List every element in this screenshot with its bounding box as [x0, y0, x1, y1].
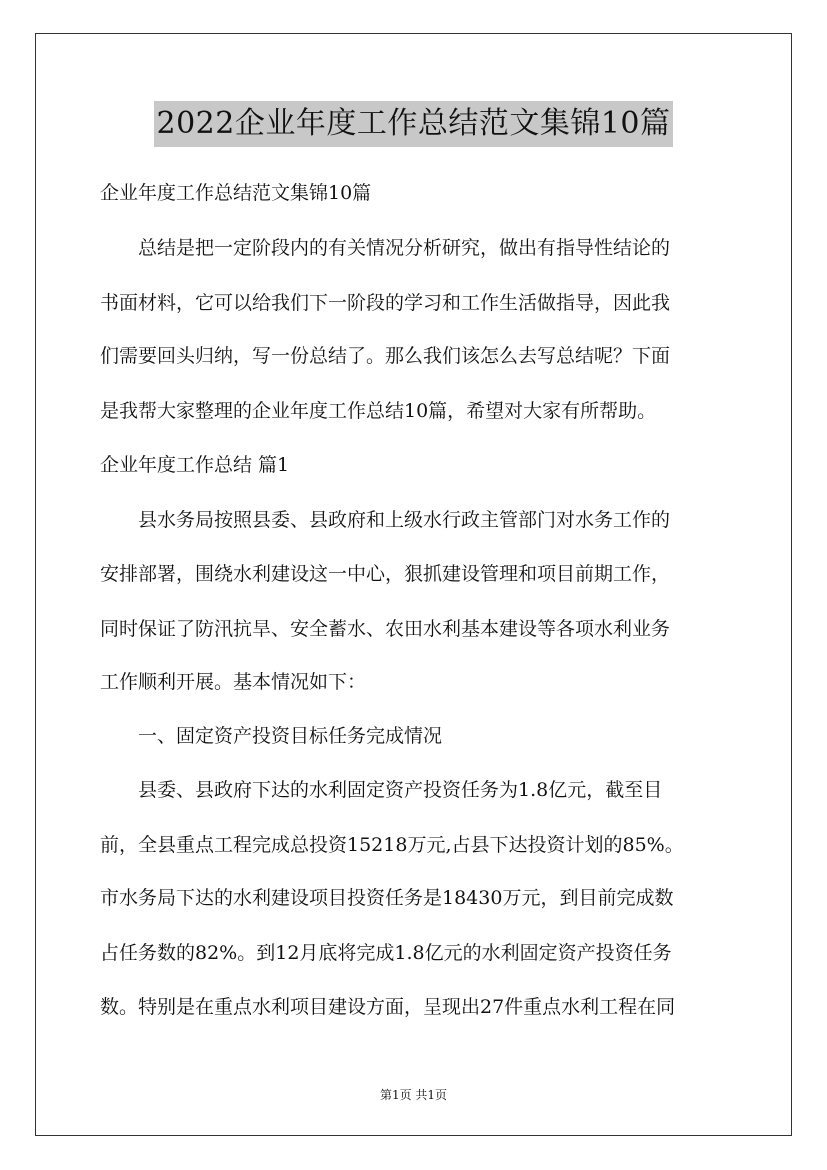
paragraph-line: 县委、县政府下达的水利固定资产投资任务为1.8亿元，截至目: [100, 779, 663, 801]
section-heading: 企业年度工作总结 篇1: [100, 454, 290, 476]
paragraph-line: 同时保证了防汛抗旱、安全蓄水、农田水利基本建设等各项水利业务: [100, 618, 671, 640]
paragraph-line: 市水务局下达的水利建设项目投资任务是18430万元，到目前完成数: [100, 887, 674, 909]
document-title: 2022企业年度工作总结范文集锦10篇: [154, 101, 672, 147]
subtitle-line: 企业年度工作总结范文集锦10篇: [100, 182, 372, 204]
page-footer: 第1页 共1页: [379, 1088, 448, 1102]
paragraph-line: 数。特别是在重点水利项目建设方面，呈现出27件重点水利工程在同: [100, 996, 676, 1018]
subsection-heading: 一、固定资产投资目标任务完成情况: [100, 725, 443, 747]
paragraph-line: 总结是把一定阶段内的有关情况分析研究，做出有指导性结论的: [100, 237, 671, 259]
paragraph-line: 县水务局按照县委、县政府和上级水行政主管部门对水务工作的: [100, 509, 671, 531]
paragraph-line: 书面材料，它可以给我们下一阶段的学习和工作生活做指导，因此我: [100, 292, 671, 314]
paragraph-line: 安排部署，围绕水利建设这一中心，狠抓建设管理和项目前期工作，: [100, 563, 671, 585]
paragraph-line: 前，全县重点工程完成总投资15218万元,占县下达投资计划的85%。: [100, 834, 684, 856]
paragraph-line: 们需要回头归纳，写一份总结了。那么我们该怎么去写总结呢？下面: [100, 345, 671, 367]
paragraph-line: 占任务数的82%。到12月底将完成1.8亿元的水利固定资产投资任务: [100, 942, 672, 964]
paragraph-line: 工作顺利开展。基本情况如下：: [100, 671, 367, 693]
paragraph-line: 是我帮大家整理的企业年度工作总结10篇，希望对大家有所帮助。: [100, 400, 657, 422]
